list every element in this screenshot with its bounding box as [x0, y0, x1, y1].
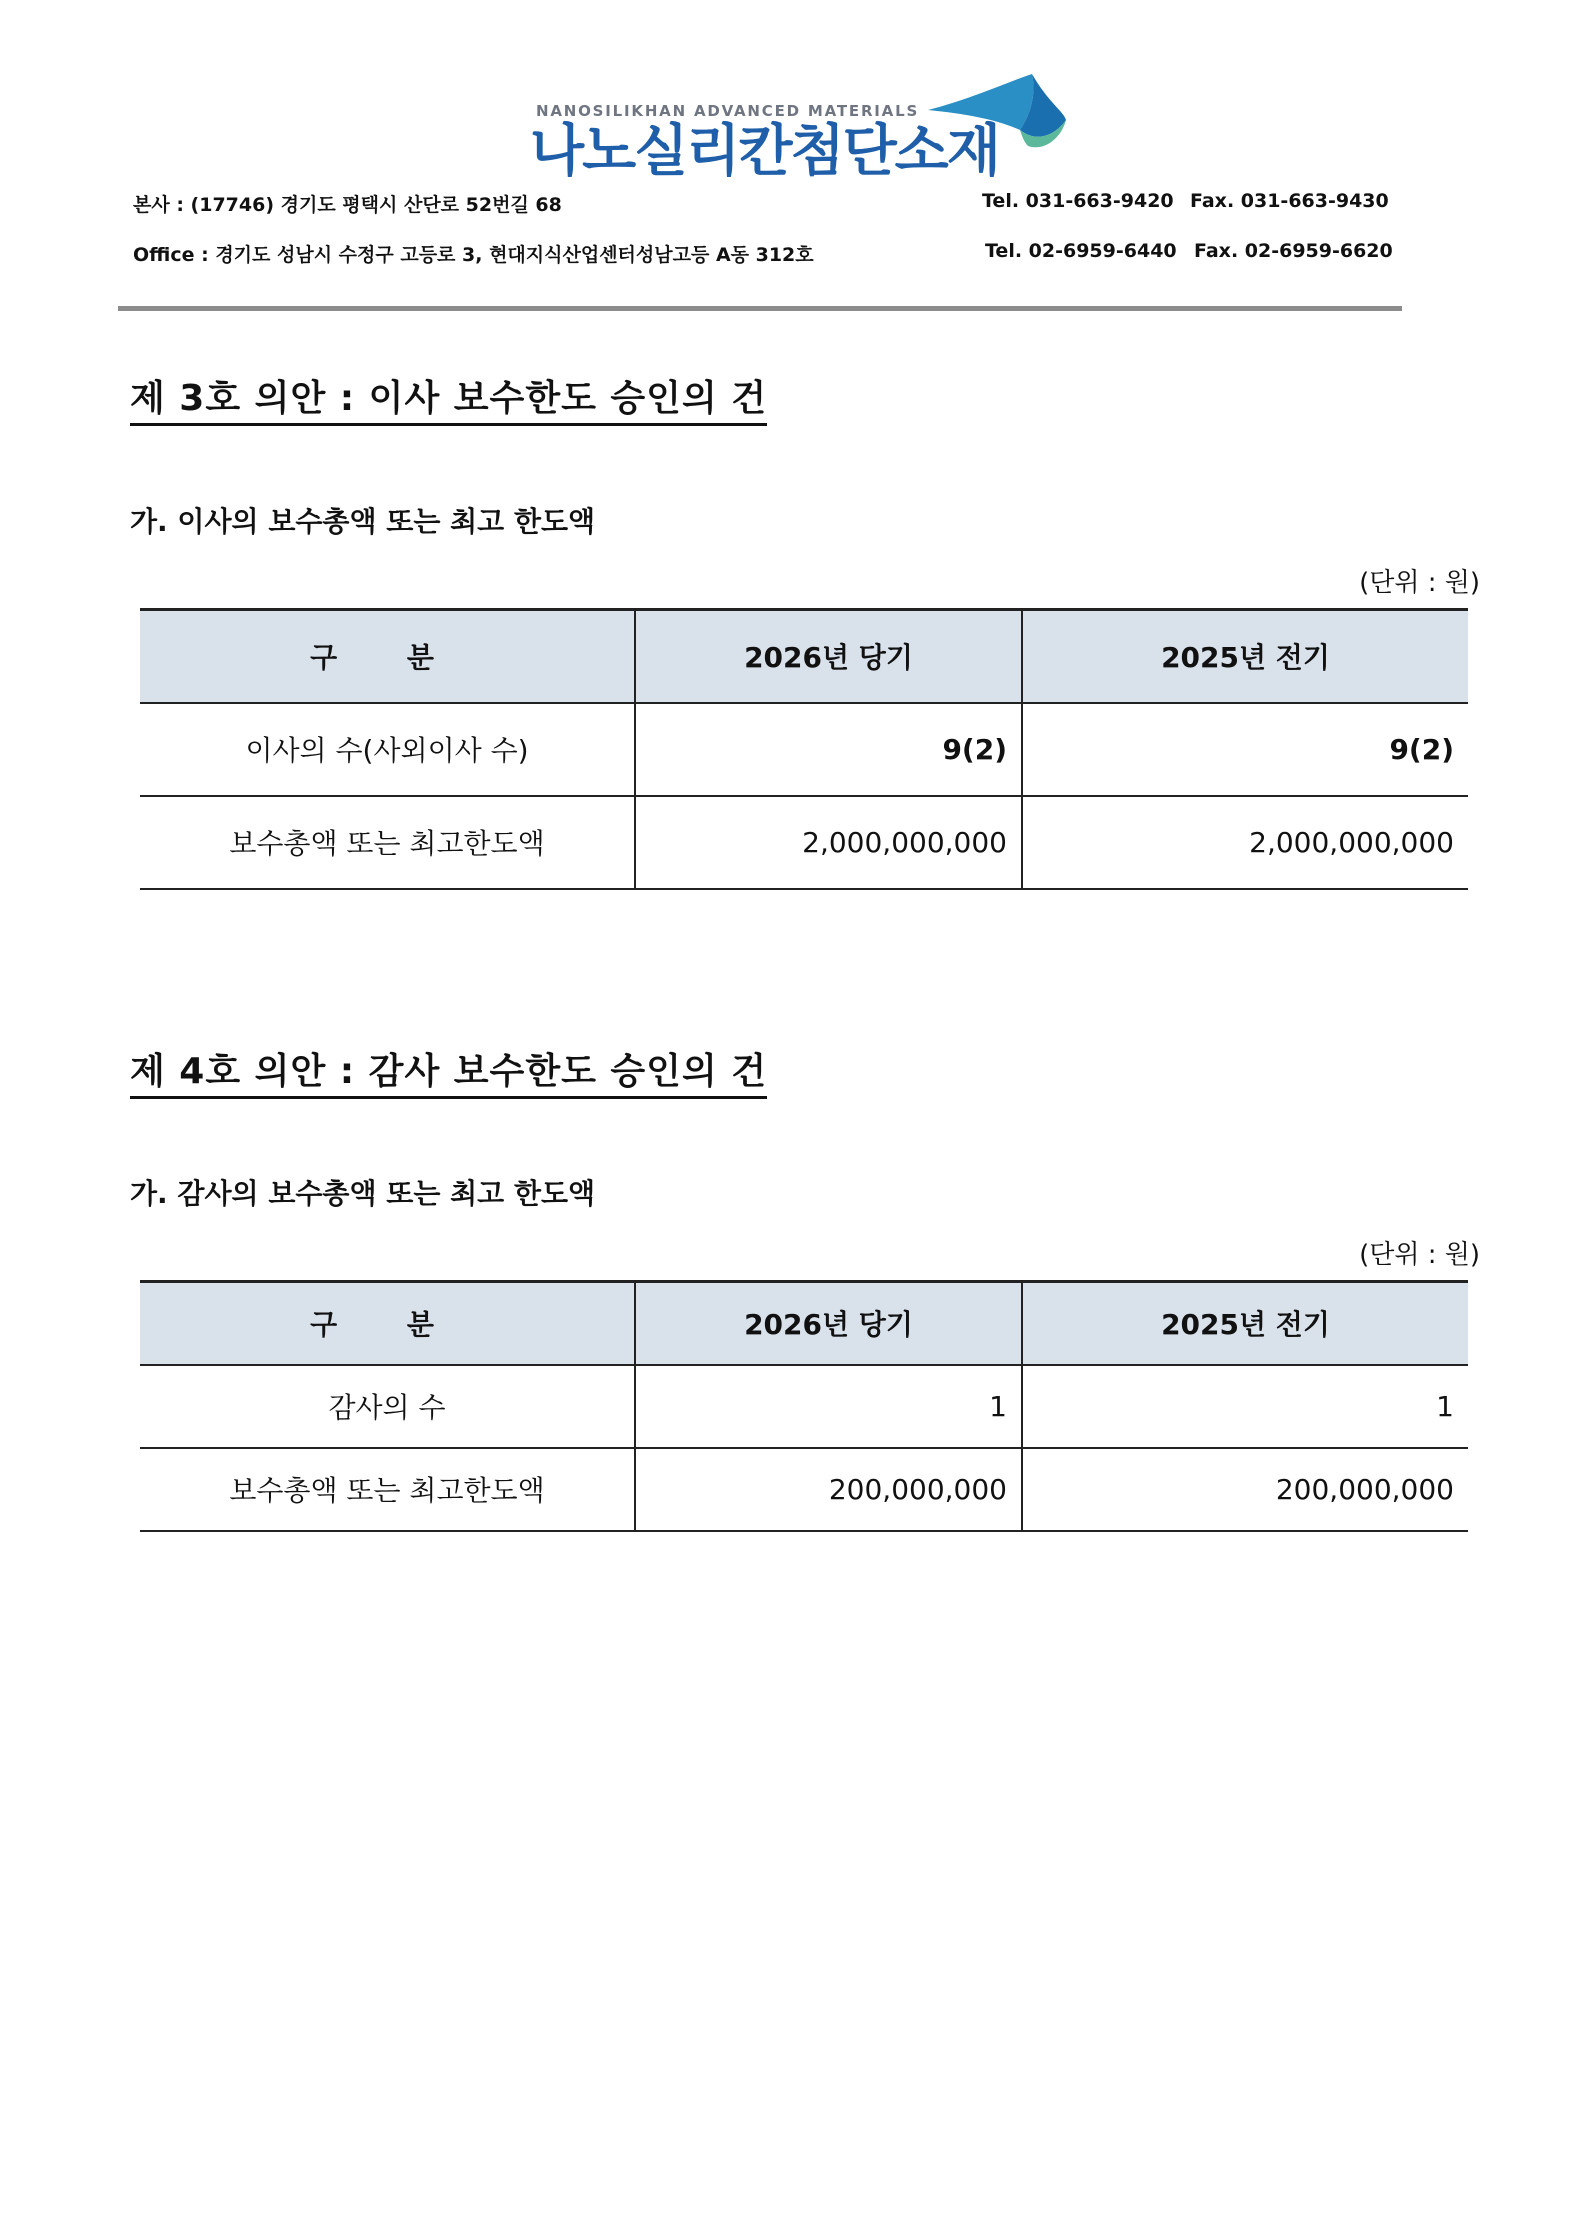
auditor-compensation-table — [140, 1280, 1468, 1532]
prior-year-value: 200,000,000 — [1022, 1448, 1468, 1531]
section-title-agenda-4: 제 4호 의안 : 감사 보수한도 승인의 건 — [130, 1043, 767, 1094]
prior-year-value: 2,000,000,000 — [1022, 796, 1468, 889]
logo-wave-icon — [928, 72, 1068, 152]
row-label: 이사의 수(사외이사 수) — [140, 703, 635, 796]
table-header-row — [140, 610, 1468, 703]
office-fax: Fax. 02-6959-6620 — [1194, 240, 1393, 262]
section-subtitle-agenda-4: 가. 감사의 보수총액 또는 최고 한도액 — [130, 1177, 596, 1210]
office-tel: Tel. 02-6959-6440 — [985, 240, 1177, 262]
header-current-year: 2026년 당기 — [635, 610, 1022, 703]
table-header-row — [140, 1282, 1468, 1365]
table-row — [140, 796, 1468, 889]
header-category: 구 분 — [140, 610, 635, 703]
hq-tel: Tel. 031-663-9420 — [982, 190, 1174, 212]
current-year-value: 9(2) — [635, 703, 1022, 796]
header-category: 구 분 — [140, 1282, 635, 1365]
logo-english-name: NANOSILIKHAN ADVANCED MATERIALS — [536, 102, 920, 120]
header-prior-year: 2025년 전기 — [1022, 610, 1468, 703]
row-label: 보수총액 또는 최고한도액 — [140, 1448, 635, 1531]
director-compensation-table — [140, 608, 1468, 890]
office-address: Office : 경기도 성남시 수정구 고등로 3, 현대지식산업센터성남고등 A동 312호 — [133, 244, 814, 266]
unit-label: (단위 : 원) — [1359, 1240, 1480, 1270]
table-row — [140, 1448, 1468, 1531]
header-current-year: 2026년 당기 — [635, 1282, 1022, 1365]
row-label: 감사의 수 — [140, 1365, 635, 1448]
header-divider — [118, 306, 1402, 311]
section-subtitle-agenda-3: 가. 이사의 보수총액 또는 최고 한도액 — [130, 505, 596, 538]
company-logo — [530, 72, 1070, 184]
unit-label: (단위 : 원) — [1359, 568, 1480, 598]
header-prior-year: 2025년 전기 — [1022, 1282, 1468, 1365]
table-row — [140, 703, 1468, 796]
prior-year-value: 1 — [1022, 1365, 1468, 1448]
logo-korean-name: 나노실리칸첨단소재 — [530, 119, 999, 184]
hq-address: 본사 : (17746) 경기도 평택시 산단로 52번길 68 — [133, 194, 562, 216]
hq-fax: Fax. 031-663-9430 — [1190, 190, 1389, 212]
prior-year-value: 9(2) — [1022, 703, 1468, 796]
table-row — [140, 1365, 1468, 1448]
current-year-value: 2,000,000,000 — [635, 796, 1022, 889]
current-year-value: 1 — [635, 1365, 1022, 1448]
current-year-value: 200,000,000 — [635, 1448, 1022, 1531]
row-label: 보수총액 또는 최고한도액 — [140, 796, 635, 889]
section-title-agenda-3: 제 3호 의안 : 이사 보수한도 승인의 건 — [130, 370, 767, 421]
